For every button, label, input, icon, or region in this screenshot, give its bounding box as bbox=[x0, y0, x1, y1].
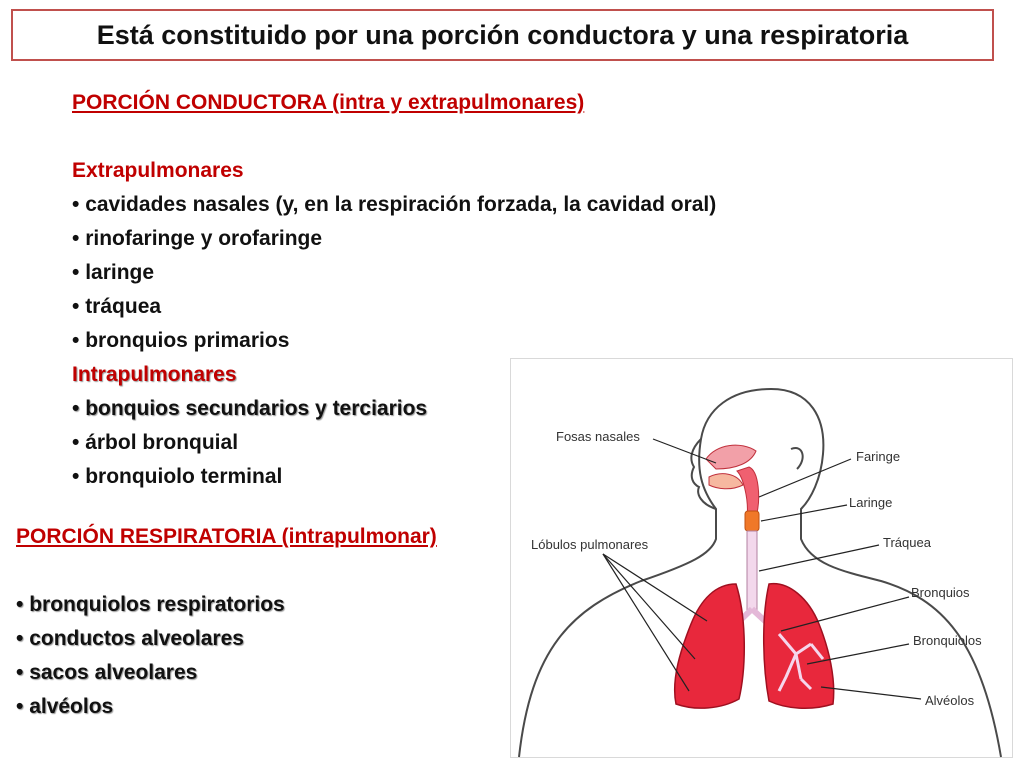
list-item: • tráquea bbox=[72, 290, 161, 324]
list-item: • bronquiolos respiratorios bbox=[16, 588, 285, 622]
label-traquea: Tráquea bbox=[883, 535, 931, 550]
list-item: • rinofaringe y orofaringe bbox=[72, 222, 322, 256]
trachea bbox=[747, 531, 757, 611]
list-item: • sacos alveolares bbox=[16, 656, 197, 690]
respiratory-system-figure bbox=[510, 358, 1013, 758]
list-item: • conductos alveolares bbox=[16, 622, 244, 656]
label-alveolos: Alvéolos bbox=[925, 693, 975, 708]
label-lobulos: Lóbulos pulmonares bbox=[531, 537, 649, 552]
list-item: • laringe bbox=[72, 256, 154, 290]
label-bronquiolos: Bronquiolos bbox=[913, 633, 982, 648]
extrapulmonares-heading: Extrapulmonares bbox=[72, 159, 244, 182]
larynx bbox=[745, 511, 759, 531]
label-faringe: Faringe bbox=[856, 449, 901, 464]
label-laringe: Laringe bbox=[849, 495, 893, 510]
list-item: • bonquios secundarios y terciarios bbox=[72, 392, 427, 426]
intrapulmonares-heading: Intrapulmonares bbox=[72, 363, 237, 386]
list-item: • alvéolos bbox=[16, 690, 113, 724]
list-item: • bronquiolo terminal bbox=[72, 460, 282, 494]
slide-title bbox=[11, 9, 994, 61]
list-item: • bronquios primarios bbox=[72, 324, 289, 358]
label-fosas: Fosas nasales bbox=[556, 429, 640, 444]
list-item: • cavidades nasales (y, en la respiración forzada, la cavidad oral) bbox=[72, 188, 716, 222]
label-bronquios: Bronquios bbox=[911, 585, 970, 600]
slide-title-text: Está constituido por una porción conductora y una respiratoria bbox=[96, 19, 909, 50]
list-item: • árbol bronquial bbox=[72, 426, 238, 460]
conductora-heading: PORCIÓN CONDUCTORA (intra y extrapulmonares) bbox=[72, 91, 585, 114]
respiratoria-heading: PORCIÓN RESPIRATORIA (intrapulmonar) bbox=[16, 525, 437, 548]
